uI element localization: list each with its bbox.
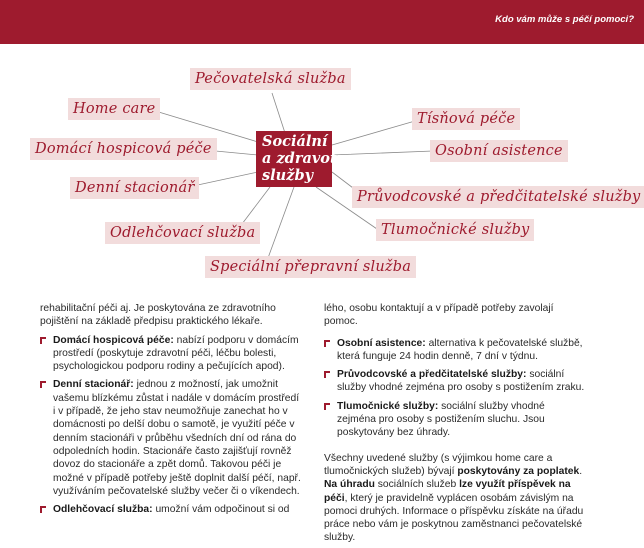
term-stacionar: Denní stacionář: bbox=[53, 379, 134, 391]
center-line-3: služby bbox=[262, 167, 314, 184]
node-home-care: Home care bbox=[68, 98, 160, 120]
fees-bold-1: poskytovány za poplatek bbox=[457, 465, 580, 477]
bullet-marker bbox=[40, 337, 46, 344]
node-specialni-prepravni-sluzba: Speciální přepravní služba bbox=[205, 256, 416, 278]
fees-bold-2: Na úhradu bbox=[324, 479, 375, 491]
node-domaci-hospicova-pece: Domácí hospicová péče bbox=[30, 138, 217, 160]
fees-text-1: Všechny uvedené služby (s výjimkou home care a tlumočnických služeb) bývají bbox=[324, 452, 553, 477]
fees-bold-3: lze využít příspěvek na péči bbox=[324, 479, 571, 504]
right-column bbox=[324, 302, 586, 545]
fees-text-4: , který je pravidelně vyplácen osobám závislým na pomoci druhých. Informace o příspěvku získáte na úřadu práce nebo vám je poskytnou zaměstnanci pečovatelské služby. bbox=[324, 492, 584, 544]
bullet-marker bbox=[324, 340, 330, 347]
center-line-1: Sociální bbox=[262, 133, 328, 150]
connector-pecovatelska bbox=[272, 93, 285, 133]
node-denni-stacionar: Denní stacionář bbox=[70, 177, 199, 199]
text-asistence: alternativa k pečovatelské službě, která funguje 24 hodin denně, 7 dní v týdnu. bbox=[337, 337, 583, 362]
bullet-marker bbox=[40, 381, 46, 388]
fees-text-2: . bbox=[579, 465, 583, 477]
list-item-stacionar bbox=[40, 378, 302, 498]
bullet-marker bbox=[40, 506, 46, 513]
list-item-pruvodcovske bbox=[324, 368, 586, 395]
node-pecovatelska-sluzba: Pečovatelská služba bbox=[190, 68, 351, 90]
left-intro: rehabilitační péči aj. Je poskytována ze zdravotního pojištění na základě předpisu praktického lékaře. bbox=[40, 303, 276, 328]
text-tlumocnicke: sociální služby vhodné zejména pro osoby s postižením sluchu. Jsou poskytovány bez úhrady. bbox=[337, 400, 545, 439]
term-tlumocnicke: Tlumočnické služby: bbox=[337, 400, 439, 412]
list-item-hospic bbox=[40, 334, 302, 374]
term-pruvodcovske: Průvodcovské a předčitatelské služby: bbox=[337, 369, 527, 381]
node-osobni-asistence: Osobní asistence bbox=[430, 140, 568, 162]
center-line-2: a zdravotní bbox=[262, 150, 353, 167]
text-stacionar: jednou z možností, jak umožnit vašemu blízkému zůstat i nadále v domácím prostředí i v případě, že jeho stav neumožňuje zanechat ho v domácnosti po delší dobu o samotě, je využití péče v denním stacionáři v průběhu všedních dní od rána do odpoledních hodin. Stacionáře často zajišťují rovněž dovoz do stacionáře a zpět domů. Takovou péči je možné v případě potřeby ještě doplnit další péčí, např. využíváním pečovatelské služby večer či o víkendech. bbox=[53, 379, 301, 497]
node-pruvodcovske-sluzby: Průvodcovské a předčitatelské služby bbox=[352, 186, 644, 208]
right-intro: lého, osobu kontaktují a v případě potřeby zavolají pomoc. bbox=[324, 303, 554, 328]
list-item-asistence bbox=[324, 337, 586, 364]
fees-paragraph bbox=[324, 452, 586, 545]
connector-odlehcovaci bbox=[242, 187, 270, 224]
term-hospic: Domácí hospicová péče: bbox=[53, 334, 174, 346]
node-tisnova-pece: Tísňová péče bbox=[412, 108, 520, 130]
text-pruvodcovske: sociální služby vhodné zejména pro osoby s postižením zraku. bbox=[337, 369, 585, 394]
text-odlehcovaci: umožní vám odpočinout si od bbox=[155, 504, 290, 516]
list-item-tlumocnicke bbox=[324, 400, 586, 440]
term-odlehcovaci: Odlehčovací služba: bbox=[53, 504, 153, 516]
node-tlumocnicke-sluzby: Tlumočnické služby bbox=[376, 219, 534, 241]
fees-text-3: sociálních služeb bbox=[374, 479, 460, 491]
connector-stacionar bbox=[193, 172, 258, 186]
connector-preprava bbox=[268, 187, 294, 258]
connector-tisnova bbox=[332, 121, 415, 145]
term-asistence: Osobní asistence: bbox=[337, 337, 426, 349]
node-odlehcovaci-sluzba: Odlehčovací služba bbox=[105, 222, 260, 244]
diagram-center-node bbox=[256, 131, 353, 187]
header-title: Kdo vám může s péčí pomoci? bbox=[495, 14, 634, 25]
list-item-odlehcovaci bbox=[40, 503, 302, 516]
bullet-marker bbox=[324, 371, 330, 378]
bullet-marker bbox=[324, 403, 330, 410]
text-hospic: nabízí podporu v domácím prostředí (poskytuje zdravotní péči, léčbu bolesti, psychologickou podporu rodiny a pečujících apod). bbox=[53, 334, 299, 373]
left-column bbox=[40, 302, 302, 521]
